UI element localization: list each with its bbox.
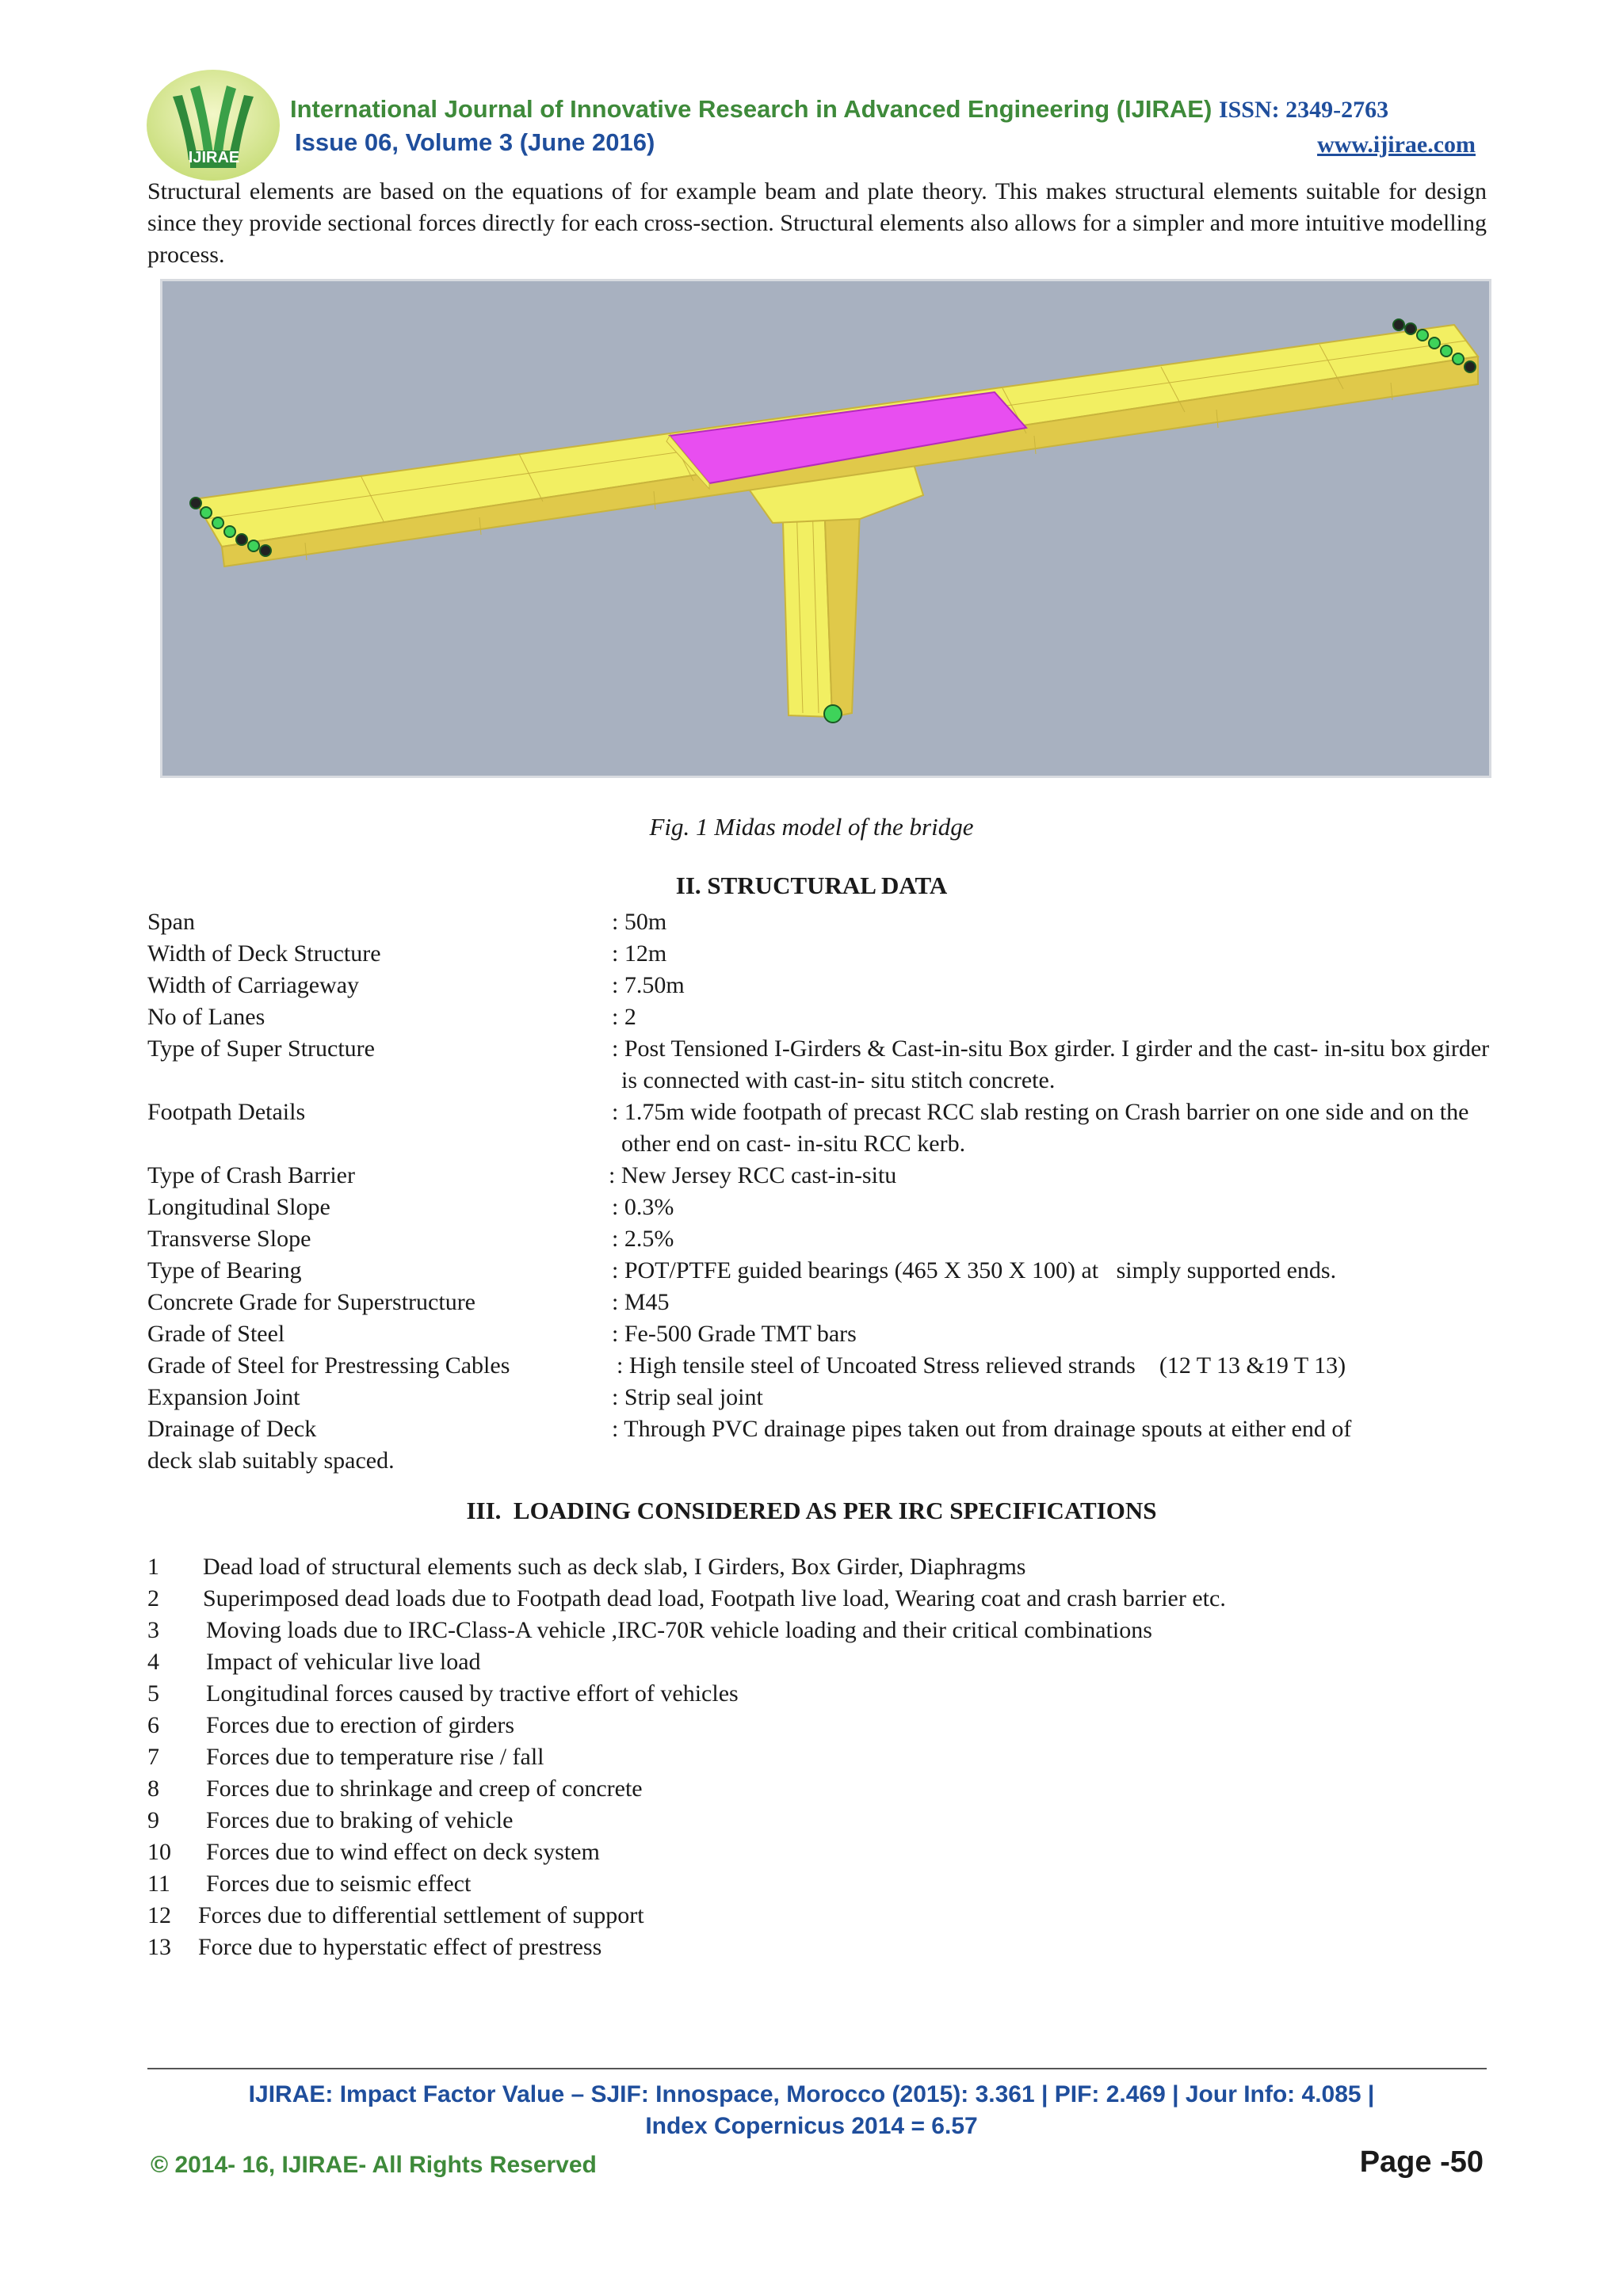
data-label: No of Lanes <box>147 1004 265 1030</box>
list-text: Forces due to shrinkage and creep of concrete <box>206 1775 643 1802</box>
list-number: 1 <box>147 1554 159 1580</box>
data-value: : 0.3% <box>612 1194 674 1220</box>
page-number: Page -50 <box>1359 2145 1484 2179</box>
data-label: Type of Super Structure <box>147 1035 375 1062</box>
figure-caption: Fig. 1 Midas model of the bridge <box>649 813 974 841</box>
journal-title-text: International Journal of Innovative Research in Advanced Engineering (IJIRAE) <box>290 95 1212 123</box>
data-label: Longitudinal Slope <box>147 1194 330 1220</box>
list-number: 9 <box>147 1807 159 1833</box>
journal-url-link[interactable]: www.ijirae.com <box>1317 132 1476 158</box>
footer-copyright: © 2014- 16, IJIRAE- All Rights Reserved <box>151 2152 597 2178</box>
logo-text: IJIRAE <box>188 149 240 166</box>
data-value: : M45 <box>612 1289 670 1315</box>
data-label: Span <box>147 909 195 935</box>
list-number: 6 <box>147 1712 159 1738</box>
data-label: Grade of Steel for Prestressing Cables <box>147 1352 510 1379</box>
list-text: Force due to hyperstatic effect of prestress <box>198 1934 602 1960</box>
journal-title <box>290 95 1388 124</box>
midas-bridge-model-figure <box>160 279 1491 778</box>
data-value: : 2 <box>612 1004 636 1030</box>
data-label: Grade of Steel <box>147 1321 285 1347</box>
footer-impact-factor <box>0 2079 1623 2142</box>
list-number: 10 <box>147 1839 171 1865</box>
pier-base-support <box>824 705 842 723</box>
data-value: : 12m <box>612 940 667 967</box>
data-label: Concrete Grade for Superstructure <box>147 1289 475 1315</box>
list-text: Forces due to braking of vehicle <box>206 1807 514 1833</box>
data-value: : 50m <box>612 909 667 935</box>
list-number: 3 <box>147 1617 159 1643</box>
data-value: : 7.50m <box>612 972 685 998</box>
list-text: Impact of vehicular live load <box>206 1649 481 1675</box>
list-text: Dead load of structural elements such as deck slab, I Girders, Box Girder, Diaphragms <box>203 1554 1026 1580</box>
list-text: Forces due to seismic effect <box>206 1871 472 1897</box>
data-value: : Through PVC drainage pipes taken out from drainage spouts at either end of <box>612 1416 1352 1442</box>
data-label: Drainage of Deck <box>147 1416 317 1442</box>
data-value: : 2.5% <box>612 1226 674 1252</box>
data-value: : New Jersey RCC cast-in-situ <box>609 1162 897 1188</box>
section-heading-structural-data: II. STRUCTURAL DATA <box>675 871 948 899</box>
list-text: Longitudinal forces caused by tractive effort of vehicles <box>206 1680 739 1707</box>
list-number: 12 <box>147 1902 171 1928</box>
list-number: 2 <box>147 1585 159 1611</box>
data-label: Type of Bearing <box>147 1257 302 1283</box>
list-text: Forces due to erection of girders <box>206 1712 515 1738</box>
section-heading-loading: III. LOADING CONSIDERED AS PER IRC SPECIFICATIONS <box>466 1497 1157 1524</box>
list-number: 5 <box>147 1680 159 1707</box>
footer-divider <box>147 2068 1487 2069</box>
data-value: : Strip seal joint <box>612 1384 763 1410</box>
list-text: Moving loads due to IRC-Class-A vehicle ,IRC-70R vehicle loading and their critical combinations <box>206 1617 1152 1643</box>
data-label: Type of Crash Barrier <box>147 1162 355 1188</box>
list-number: 11 <box>147 1871 170 1897</box>
list-text: Forces due to wind effect on deck system <box>206 1839 600 1865</box>
list-number: 7 <box>147 1744 159 1770</box>
data-label: Expansion Joint <box>147 1384 300 1410</box>
list-number: 13 <box>147 1934 171 1960</box>
journal-logo <box>141 65 285 184</box>
data-label: Transverse Slope <box>147 1226 311 1252</box>
issue-info: Issue 06, Volume 3 (June 2016) <box>295 128 655 156</box>
data-label: Width of Carriageway <box>147 972 360 998</box>
intro-paragraph: Structural elements are based on the equations of for example beam and plate theory. This makes structural elements suitable for design since they provide sectional forces directly for each cross-section. Structural elements also allows for a simpler and more intuitive modelling process. <box>147 178 1487 268</box>
data-value: : High tensile steel of Uncoated Stress relieved strands (12 T 13 &19 T 13) <box>617 1352 1346 1379</box>
data-value: : POT/PTFE guided bearings (465 X 350 X 100) at simply supported ends. <box>612 1257 1337 1283</box>
list-number: 4 <box>147 1649 159 1675</box>
list-text: Forces due to differential settlement of support <box>198 1902 644 1928</box>
data-label: Footpath Details <box>147 1099 306 1125</box>
impact-line-1: IJIRAE: Impact Factor Value – SJIF: Innospace, Morocco (2015): 3.361 | PIF: 2.469 | Jour Info: 4.085 | <box>248 2081 1375 2107</box>
drainage-continuation: deck slab suitably spaced. <box>147 1447 395 1474</box>
data-label: Width of Deck Structure <box>147 940 381 967</box>
list-text: Superimposed dead loads due to Footpath dead load, Footpath live load, Wearing coat and crash barrier etc. <box>203 1585 1226 1611</box>
data-value: : Post Tensioned I-Girders & Cast-in-situ Box girder. I girder and the cast- in-situ box girder is connected with cast-in- situ stitch concrete. <box>612 1035 1490 1093</box>
data-value: : Fe-500 Grade TMT bars <box>612 1321 857 1347</box>
impact-line-2: Index Copernicus 2014 = 6.57 <box>645 2113 978 2139</box>
list-text: Forces due to temperature rise / fall <box>206 1744 544 1770</box>
issn: ISSN: 2349-2763 <box>1218 97 1389 123</box>
list-number: 8 <box>147 1775 159 1802</box>
data-value: : 1.75m wide footpath of precast RCC slab resting on Crash barrier on one side and on the other end on cast- in-situ RCC kerb. <box>612 1099 1469 1157</box>
